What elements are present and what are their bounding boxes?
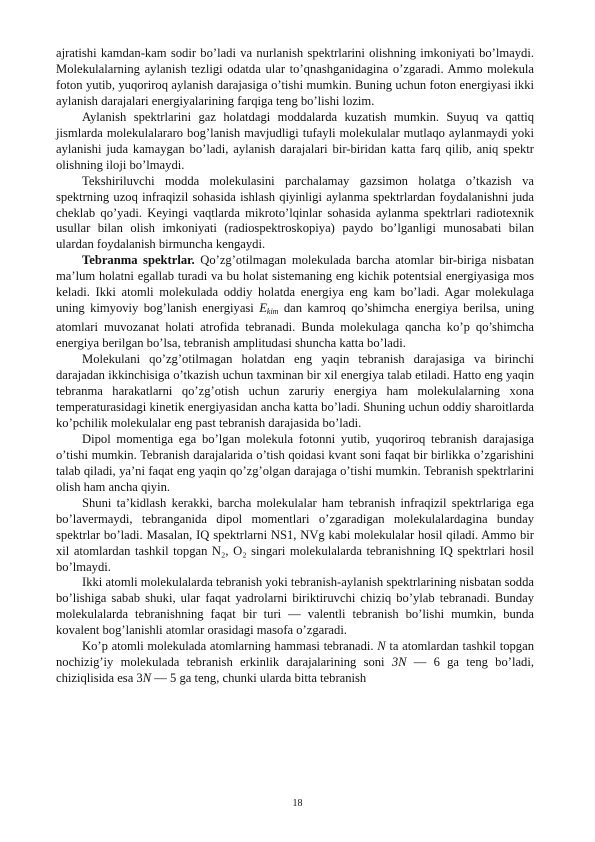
paragraph-4: Tebranma spektrlar. Qo’zg’otilmagan molekulada barcha atomlar bir-biriga nisbatan ma’lum holatni egallab turadi va bu holat sistemaning eng kichik potentsial energiyasiga mos keladi. Ikki atomli molekulada oddiy holatda energiya eng kam bo’ladi. Agar molekulaga uning kimyoviy bog’lanish energiyasi $E_{kim}$ dan kamroq qo’shimcha energiya berilsa, uning atomlari muvozanat holati atrofida tebranadi. Bunda molekulaga qancha ko’p qo’shimcha energiya berilgan bo’lsa, tebranish amplitudasi shuncha katta bo’ladi.: [56, 253, 535, 351]
document-body: [56, 46, 534, 687]
paragraph-9: Ko’p atomli molekulada atomlarning hammasi tebranadi. N ta atomlardan tashkil topgan nochizig’iy molekulada tebranish erkinlik darajalarining soni 3N — 6 ga teng bo’ladi, chiziqlisida esa 3N — 5 ga teng, chunki ularda bitta tebranish: [56, 639, 534, 686]
paragraph-8: Ikki atomli molekulalarda tebranish yoki tebranish-aylanish spektrlarining nisbatan sodda bo’lishiga sabab shuki, ular faqat yadrolarni biriktiruvchi chiziq bo’ylab tebranadi. Bunday molekulalarda tebranishning faqat bir turi — valentli tebranish bo’lishi mumkin, bunda kovalent bog’lanishli atomlar orasidagi masofa o’zgaradi.: [56, 575, 534, 638]
paragraph-6: Dipol momentiga ega bo’lgan molekula fotonni yutib, yuqoriroq tebranish darajasiga o’tishi mumkin. Tebranish darajalarida o’tish qoidasi kvant soni faqat bir birlikka o’zgarishini talab qiladi, ya’ni faqat eng yaqin qo’zg’olgan darajaga o’tishi mumkin. Tebranish spektrlarini olish ham ancha qiyin.: [56, 431, 534, 494]
section-heading-vibrational-spectra: Tebranma spektrlar.: [82, 253, 195, 268]
formula-n-linear: N: [142, 671, 152, 686]
page-number: 18: [292, 798, 303, 809]
formula-n: N: [377, 639, 386, 654]
paragraph-3: Tekshiriluvchi modda molekulasini parchalamay gazsimon holatga o’tkazish va spektrning uzoq infraqizil sohasida ishlash qiyinligi aylanma spektrlardan foydalanishni juda cheklab qo’yadi. Keyingi vaqtlarda mikroto’lqinlar sohasida aylanma spektrlari radiotexnik usullar bilan olish imkoniyati (radiospektroskopiya) paydo bo’lganligi munosabati bilan ulardan foydalanish birmuncha kengaydi.: [56, 173, 534, 252]
paragraph-5: Molekulani qo’zg’otilmagan holatdan eng yaqin tebranish darajasiga va birinchi darajadan ikkinchisiga o’tkazish uchun taxminan bir xil energiya talab etiladi. Hatto eng yaqin tebranma harakatlarni qo’zg’otish uchun zaruriy energiya ham molekulalarning xona temperaturasidagi kinetik energiyasidan ancha katta bo’ladi. Shuning uchun oddiy sharoitlarda ko’pchilik molekulalar eng past tebranish darajasida bo’ladi.: [56, 352, 534, 430]
paragraph-2: Aylanish spektrlarini gaz holatdagi moddalarda kuzatish mumkin. Suyuq va qattiq jismlarda molekulalararo bog’lanish mavjudligi tufayli molekulalar mutlaqo aylanmaydi yoki aylanishi juda kamaygan bo’ladi, aylanish darajalari bir-biridan katta farq qilib, aniq spektr olishning iloji bo’lmaydi.: [56, 109, 534, 172]
paragraph-1: ajratishi kamdan-kam sodir bo’ladi va nurlanish spektrlarini olishning imkoniyati bo’lmaydi. Molekulalarning aylanish tezligi odatda ular to’qnashganidagina o’zgaradi. Ammo molekula foton yutib, yuqoriroq aylanish darajasiga o’tishi mumkin. Buning uchun foton energiyasi ikki aylanish darajalari energiyalarining farqiga teng bo’lishi lozim.: [56, 46, 534, 108]
formula-e-kim: $E_{kim}$: [259, 301, 279, 317]
paragraph-7: Shuni ta’kidlash kerakki, barcha molekulalar ham tebranish infraqizil spektrlariga ega bo’lavermaydi, tebranganida dipol momentlari o’zgaradigan molekulalardagina bunday spektrlar bo’ladi. Masalan, IQ spektrlarni NS1, NVg kabi molekulalar hosil qiladi. Ammo bir xil atomlardan tashkil topgan N₂, O₂ singari molekulalarda tebranishning IQ spektrlari hosil bo’lmaydi.: [56, 495, 534, 574]
formula-3n: 3N: [391, 655, 407, 670]
